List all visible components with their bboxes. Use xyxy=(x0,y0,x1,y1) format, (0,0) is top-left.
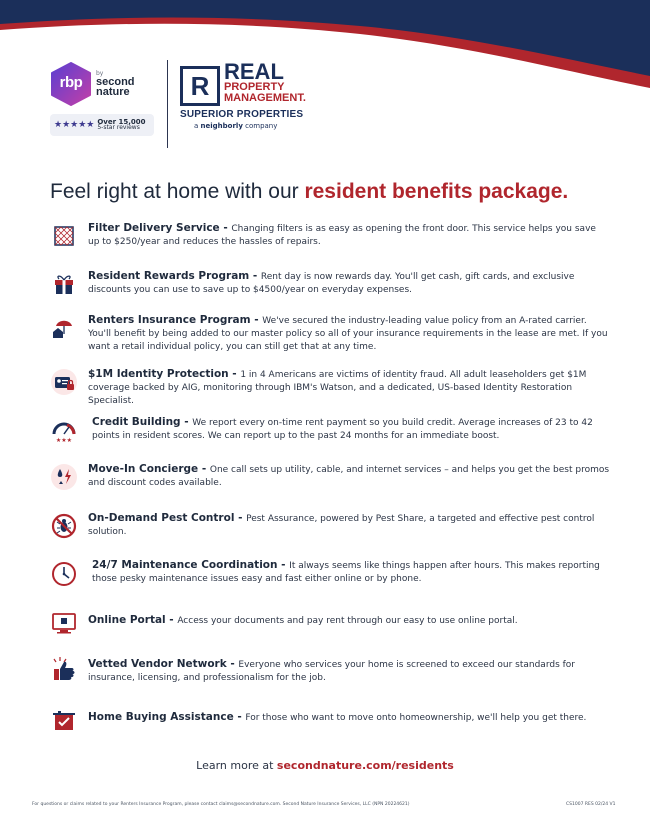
rbp-hexagon-logo: rbp xyxy=(50,62,92,106)
no-pest-icon xyxy=(50,512,78,540)
footer-code: CS1007 RES 02/24 V1 xyxy=(566,802,616,807)
thumbs-up-icon xyxy=(50,655,78,683)
rpm-neighborly-tagline: a neighborly company xyxy=(194,122,278,130)
house-key-icon xyxy=(50,706,78,734)
reviews-badge xyxy=(50,114,154,136)
rpm-logo xyxy=(180,59,306,130)
clock-icon xyxy=(50,559,78,587)
rbp-second-nature-logo xyxy=(50,62,155,136)
second-nature-name: second nature xyxy=(96,76,135,98)
rpm-management: MANAGEMENT. xyxy=(224,92,306,104)
utilities-icon xyxy=(50,463,78,491)
svg-text:★★★: ★★★ xyxy=(55,437,73,444)
filter-icon xyxy=(50,222,78,250)
monitor-icon xyxy=(50,609,78,637)
rpm-real: REAL xyxy=(224,59,284,84)
learn-more-line: Learn more at secondnature.com/residents xyxy=(196,759,454,772)
reviews-label: 5-star reviews xyxy=(97,124,140,131)
rpm-property: PROPERTY xyxy=(224,81,285,93)
flyer-page: rbp by second nature ★★★★★ Over 15,000 5-star reviews R REAL PROPERTY MANAGEMENT. SUPERIOR PROPERTIES a neighborly company Feel right at home with our resident benefits package. Filter Delivery Service - Changing filters is as easy as opening the front door. This service helps you save up to $250/year and reduces the hassles of repairs. Resident Rewards Program - Rent day is now rewards day. You'll get cash, gift cards, and exclusive discounts you can use to save up to $4500/year on everyday expenses. Renters Insurance Program - We've secured the industry-leading value policy from an A-rated carrier. You'll benefit by being added to our master policy so all of your insurance requirements in the lease are met. If you want a retail individual policy, you can still get that at any time. $1M Identity Protection - 1 in 4 Americans are victims of identity fraud. All adult leaseholders get $1M coverage backed by AIG, monitoring through IBM's Watson, and a dedicated, US-based Identity Restoration Specialist. ★★★ Credit Building - We report every on-time rent payment so you build credit. Average increases of 23 to 42 points in resident scores. We can report up to the past 24 months for an immediate boost. Move-In Concierge - One call sets up utility, cable, and internet services – and helps you get the best promos and discount codes available. On-Demand Pest Control - Pest Assurance, powered by Pest Share, a targeted and effective pest control solution. 24/7 Maintenance Coordination - It always seems like things happen after hours. This makes reporting those pesky maintenance issues easy and fast either online or by phone. Online Portal - Access your documents and pay rent through our easy to use online portal. Vetted Vendor Network - Everyone who services your home is screened to exceed our standards for insurance, licensing, and professionalism for the job. Home Buying Assistance - For those who want to move onto homeownership, we'll help you get there. Learn more at secondnature.com/residents For questions or claims related to your Renters Insurance Program, please contact claims@secondnature.com. Second Nature Insurance Services, LLC (NPN 20224621) CS1007 RES 02/24 V1 xyxy=(0,0,650,833)
rpm-r-mark: R xyxy=(180,66,220,106)
credit-gauge-icon xyxy=(50,416,78,444)
logo-row xyxy=(50,59,610,154)
reviews-count: Over 15,000 xyxy=(97,118,146,126)
gift-icon xyxy=(50,270,78,298)
page-headline: Feel right at home with our resident benefits package. xyxy=(50,180,569,203)
headline-highlight: resident benefits package. xyxy=(304,180,569,203)
id-lock-icon xyxy=(50,368,78,396)
second-nature-by: by xyxy=(96,70,104,77)
logo-divider xyxy=(167,60,168,148)
learn-more-link[interactable]: secondnature.com/residents xyxy=(276,759,454,772)
footer-disclaimer: For questions or claims related to your Renters Insurance Program, please contact claims@secondnature.com. Second Nature Insurance Services, LLC (NPN 20224621) xyxy=(32,802,410,807)
umbrella-house-icon xyxy=(50,314,78,342)
rating-stars: ★★★★★ xyxy=(54,120,95,130)
rpm-superior-properties: SUPERIOR PROPERTIES xyxy=(180,109,304,120)
